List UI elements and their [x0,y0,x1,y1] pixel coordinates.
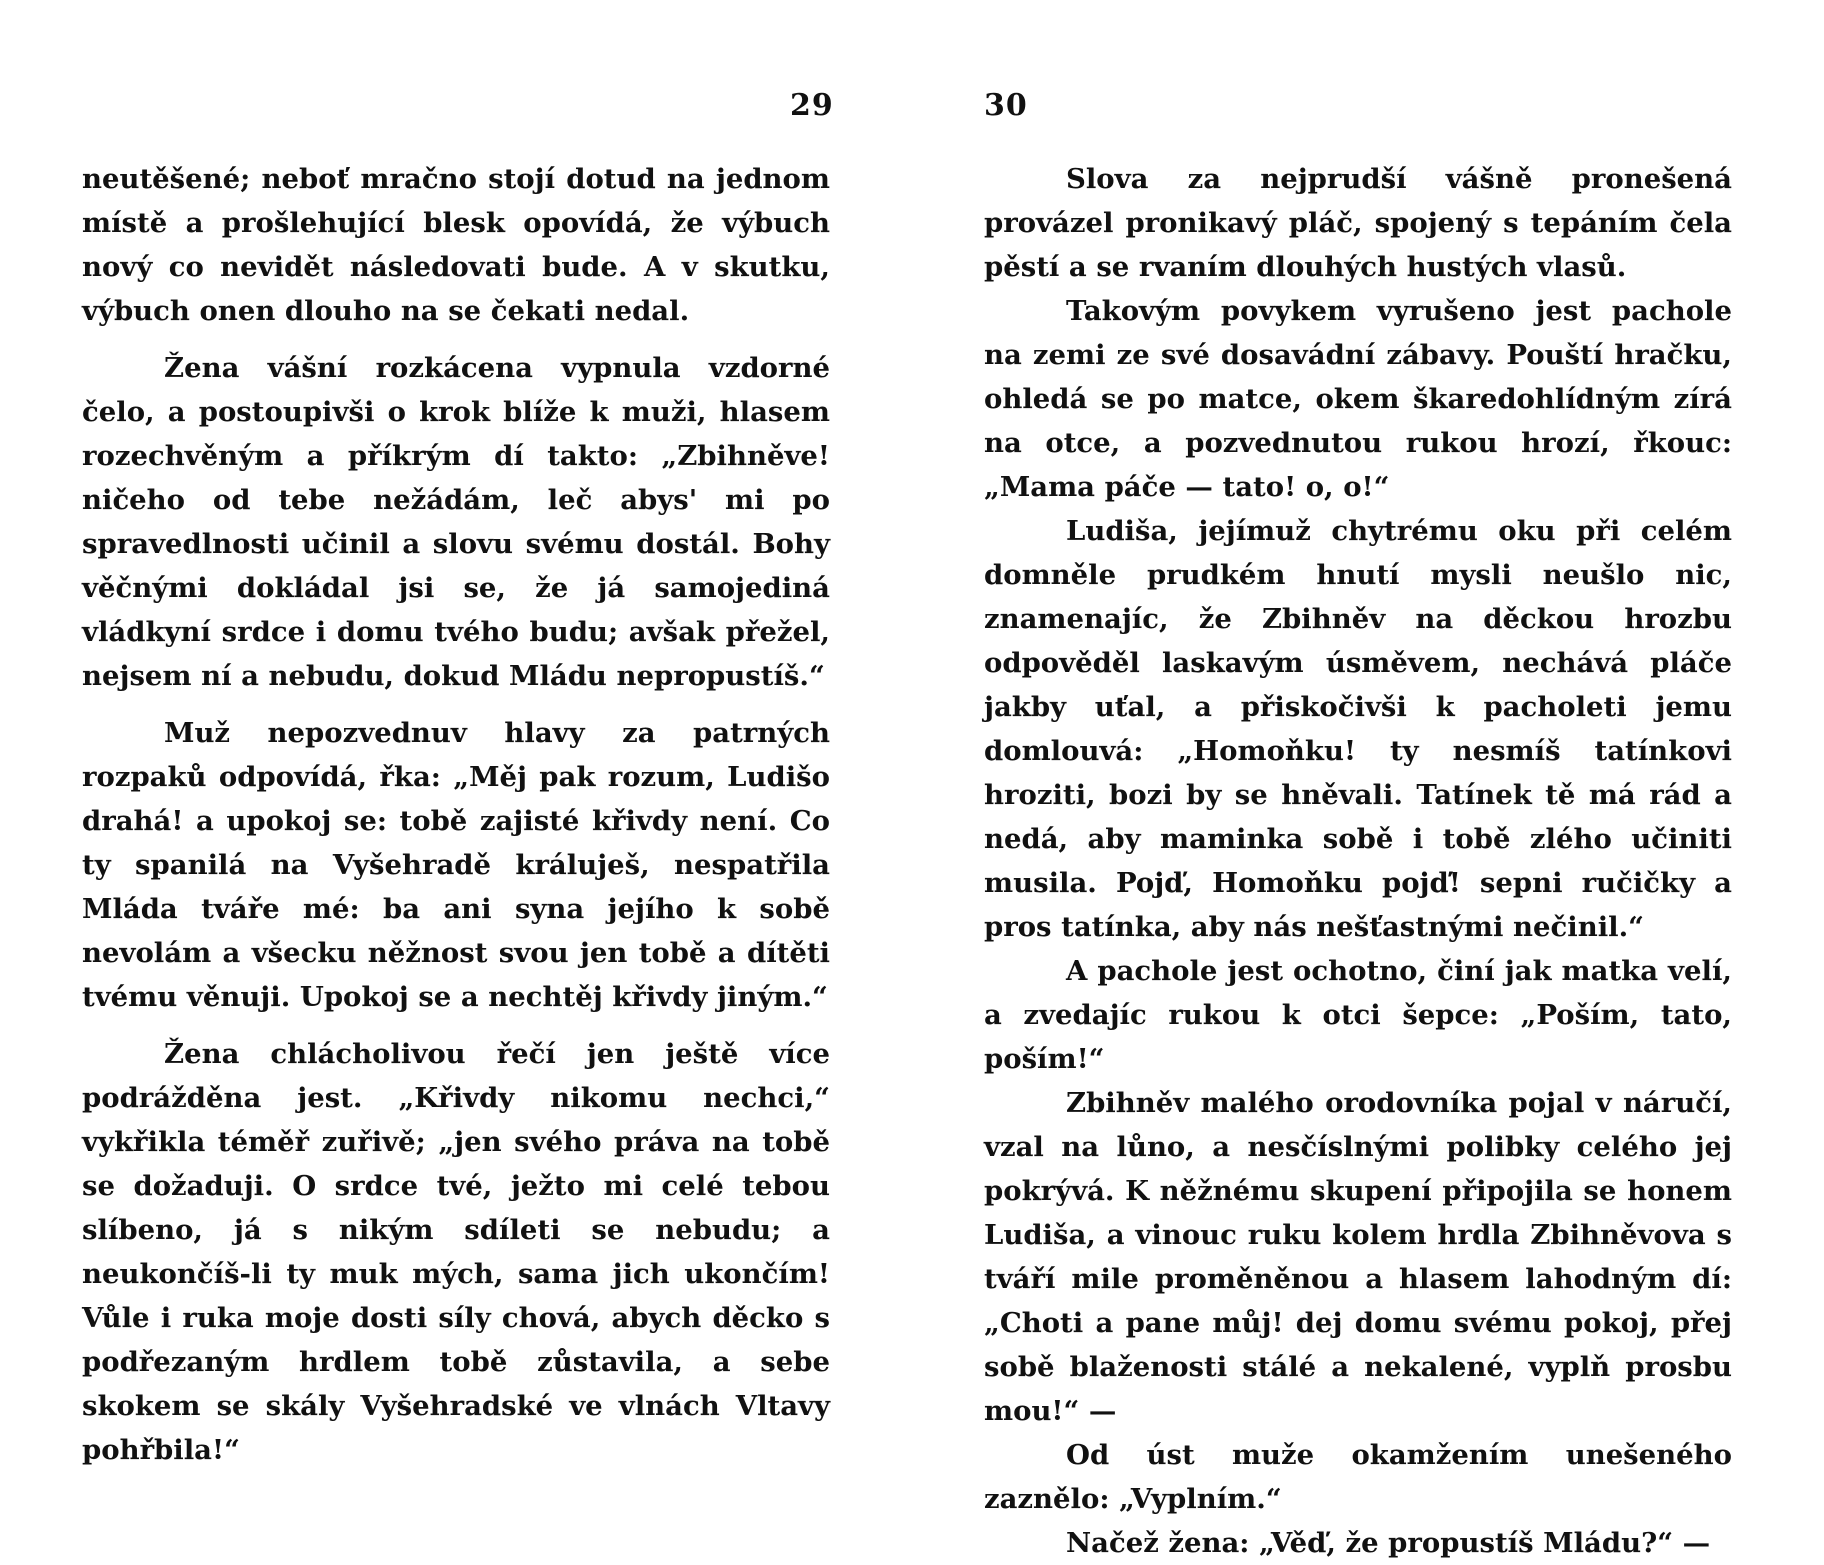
page-number: 29 [790,88,834,123]
paragraph: Ludiša, jejímuž chytrému oku při celém domněle prudkém hnutí mysli neušlo nic, znamenajíc, že Zbihněv na děckou hrozbu odpověděl laskavým úsměvem, nechává pláče jakby uťal, a přiskočivši k pacholeti jemu domlouvá: „Homoňku! ty nesmíš tatínkovi hroziti, bozi by se hněvali. Tatínek tě má rád a nedá, aby maminka sobě i tobě zlého učiniti musila. Pojď, Homoňku pojď! sepni ručičky a pros tatínka, aby nás nešťastnými nečinil.“ [984,515,1732,943]
page-text [82,157,830,1472]
paragraph: Muž nepozvednuv hlavy za patrných rozpaků odpovídá, řka: „Měj pak rozum, Ludišo drahá! a upokoj se: tobě zajisté křivdy není. Co ty spanilá na Vyšehradě králuješ, nespatřila Mláda tváře mé: ba ani syna jejího k sobě nevolám a všecku něžnost svou jen tobě a dítěti tvému věnuji. Upokoj se a nechtěj křivdy jiným.“ [82,717,830,1013]
paragraph: A pachole jest ochotno, činí jak matka velí, a zvedajíc rukou k otci šepce: „Poším, tato, poším!“ [984,955,1732,1075]
right-page [912,0,1824,1559]
paragraph: Od úst muže okamžením unešeného zaznělo: „Vyplním.“ [984,1439,1732,1515]
left-page [0,0,912,1500]
paragraph: Slova za nejprudší vášně pronešená provázel pronikavý pláč, spojený s tepáním čela pěstí a se rvaním dlouhých hustých vlasů. [984,163,1732,283]
paragraph: Zbihněv malého orodovníka pojal v náručí, vzal na lůno, a nesčíslnými polibky celého jej pokrývá. K něžnému skupení připojila se honem Ludiša, a vinouc ruku kolem hrdla Zbihněvova s tváří mile proměněnou a hlasem lahodným dí: „Choti a pane můj! dej domu svému pokoj, přej sobě blaženosti stálé a nekalené, vyplň prosbu mou!“ — [984,1087,1732,1427]
paragraph: Žena vášní rozkácena vypnula vzdorné čelo, a postoupivši o krok blíže k muži, hlasem rozechvěným a příkrým dí takto: „Zbihněve! ničeho od tebe nežádám, leč abys' mi po spravedlnosti učinil a slovu svému dostál. Bohy věčnými dokládal jsi se, že já samojediná vládkyní srdce i domu tvého budu; avšak přežel, nejsem ní a nebudu, dokud Mládu nepropustíš.“ [82,352,830,692]
paragraph: neutěšené; neboť mračno stojí dotud na jednom místě a prošlehující blesk opovídá, že výbuch nový co nevidět následovati bude. A v skutku, výbuch onen dlouho na se čekati nedal. [82,163,830,327]
paragraph: Takovým povykem vyrušeno jest pachole na zemi ze své dosavádní zábavy. Pouští hračku, ohledá se po matce, okem škaredohlídným zírá na otce, a pozvednutou rukou hrozí, řkouc: „Mama páče — tato! o, o!“ [984,295,1732,503]
paragraph: Žena chlácholivou řečí jen ještě více podrážděna jest. „Křivdy nikomu nechci,“ vykřikla téměř zuřivě; „jen svého práva na tobě se dožaduji. O srdce tvé, ježto mi celé tebou slíbeno, já s nikým sdíleti se nebudu; a neukončíš-li ty muk mých, sama jich ukončím! Vůle i ruka moje dosti síly chová, abych děcko s podřezaným hrdlem tobě zůstavila, a sebe skokem se skály Vyšehradské ve vlnách Vltavy pohřbila!“ [82,1038,830,1466]
page-text [984,157,1732,1565]
paragraph: Načež žena: „Věď, že propustíš Mládu?“ — [1066,1527,1711,1559]
page-number: 30 [984,88,1028,123]
